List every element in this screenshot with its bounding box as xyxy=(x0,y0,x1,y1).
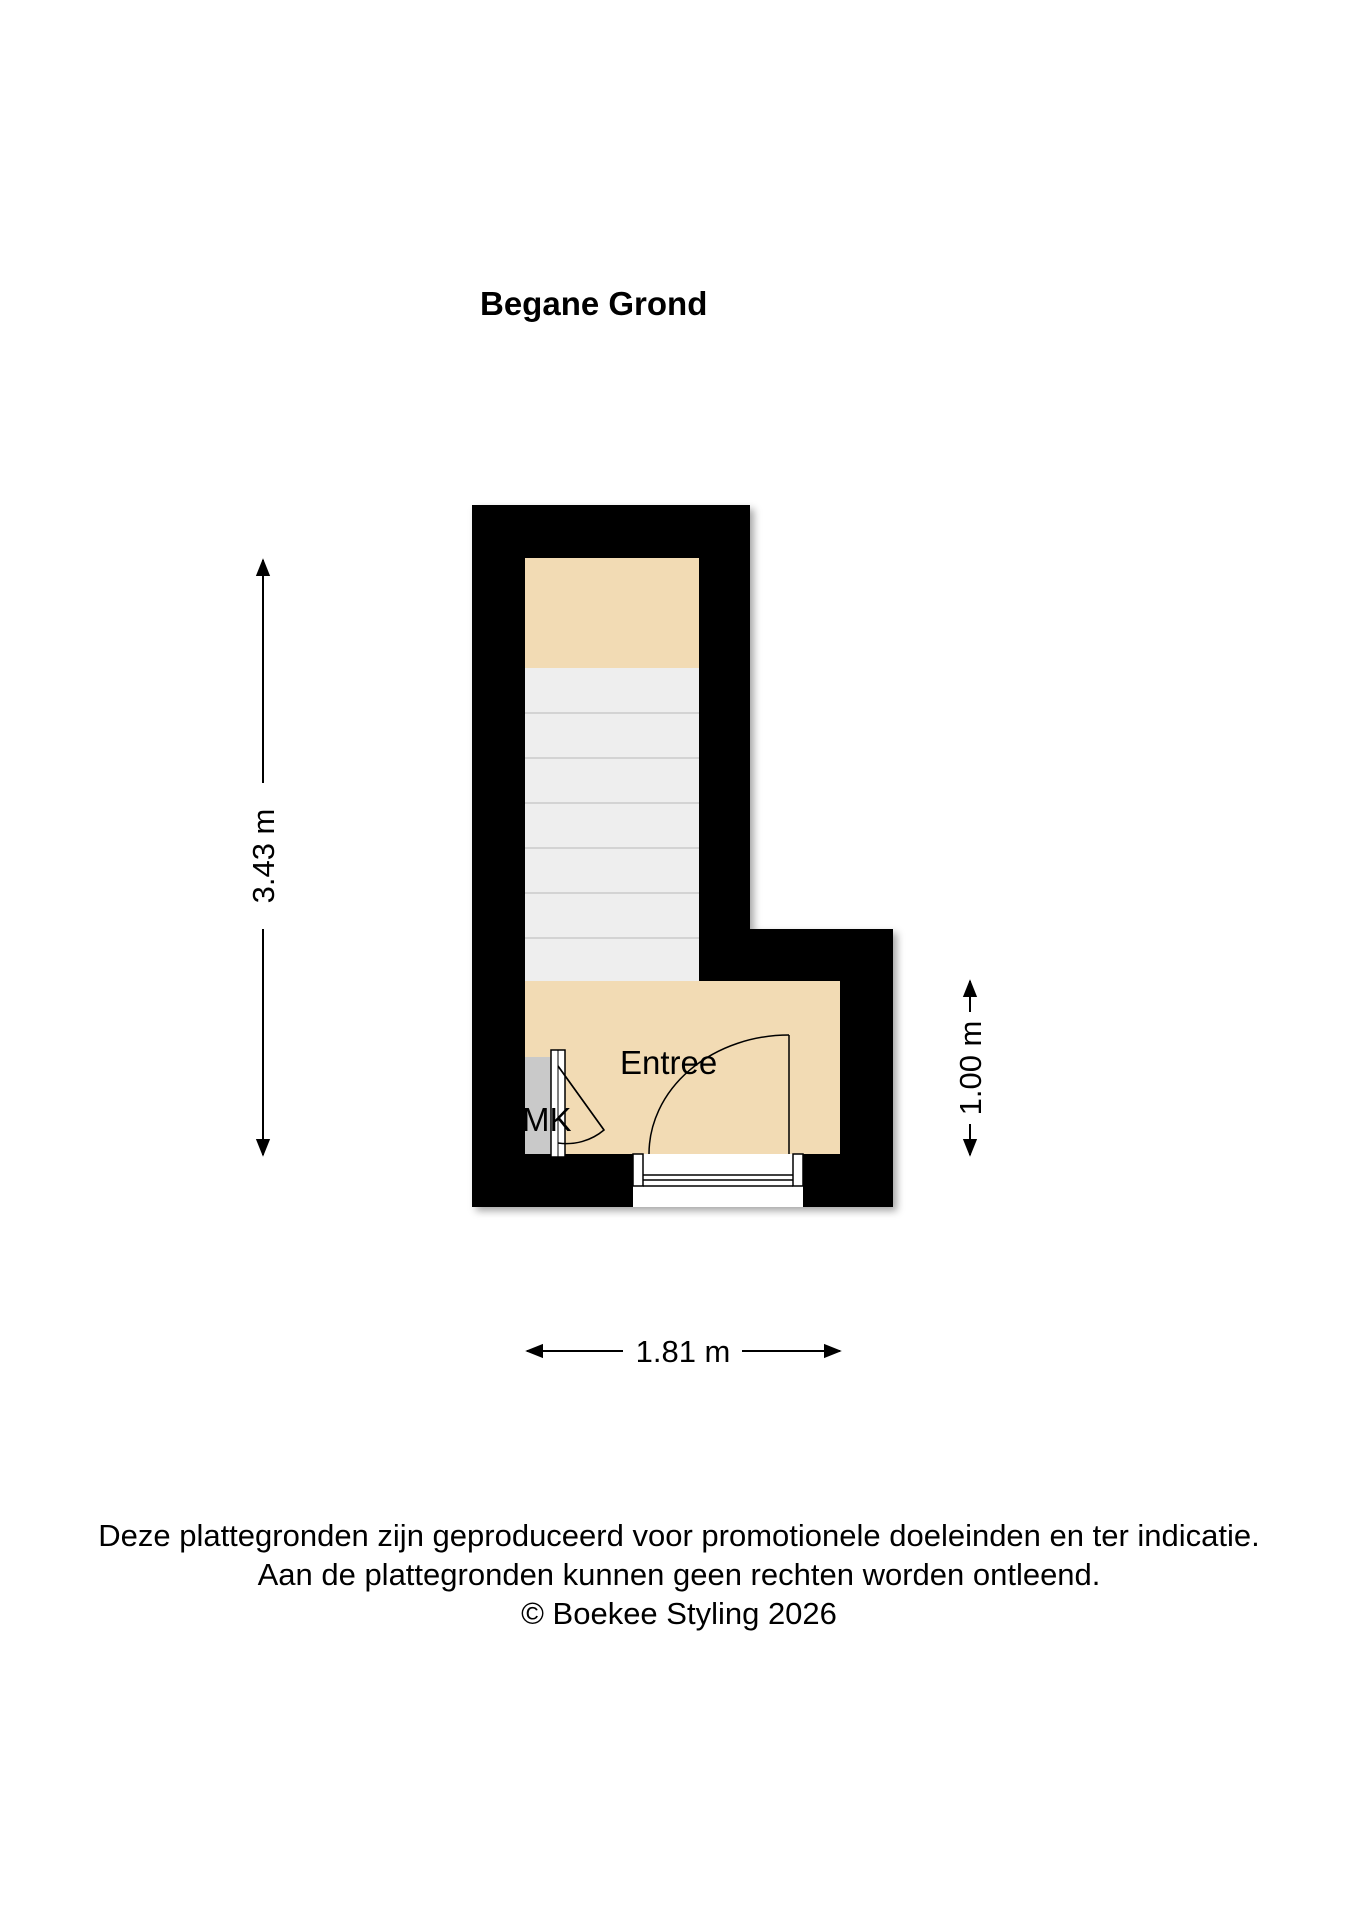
dimension-height xyxy=(246,560,281,1155)
dimension-entree-depth xyxy=(953,981,988,1155)
room-label-entree: Entree xyxy=(620,1044,718,1081)
room-label-meter-cupboard: MK xyxy=(522,1101,572,1138)
disclaimer-line-1: Deze plattegronden zijn geproduceerd voor promotionele doeleinden en ter indicatie. xyxy=(98,1518,1260,1553)
disclaimer-line-2: Aan de plattegronden kunnen geen rechten worden ontleend. xyxy=(257,1557,1101,1592)
dimension-width xyxy=(527,1334,840,1369)
copyright-line: © Boekee Styling 2026 xyxy=(521,1596,837,1631)
landing-floor xyxy=(525,558,699,668)
floor-title: Begane Grond xyxy=(480,285,708,322)
dimension-entree-depth-label: 1.00 m xyxy=(953,1020,988,1116)
dimension-height-label: 3.43 m xyxy=(246,808,281,904)
dimension-width-label: 1.81 m xyxy=(635,1334,731,1369)
staircase xyxy=(525,668,699,981)
disclaimer xyxy=(0,1516,1358,1633)
